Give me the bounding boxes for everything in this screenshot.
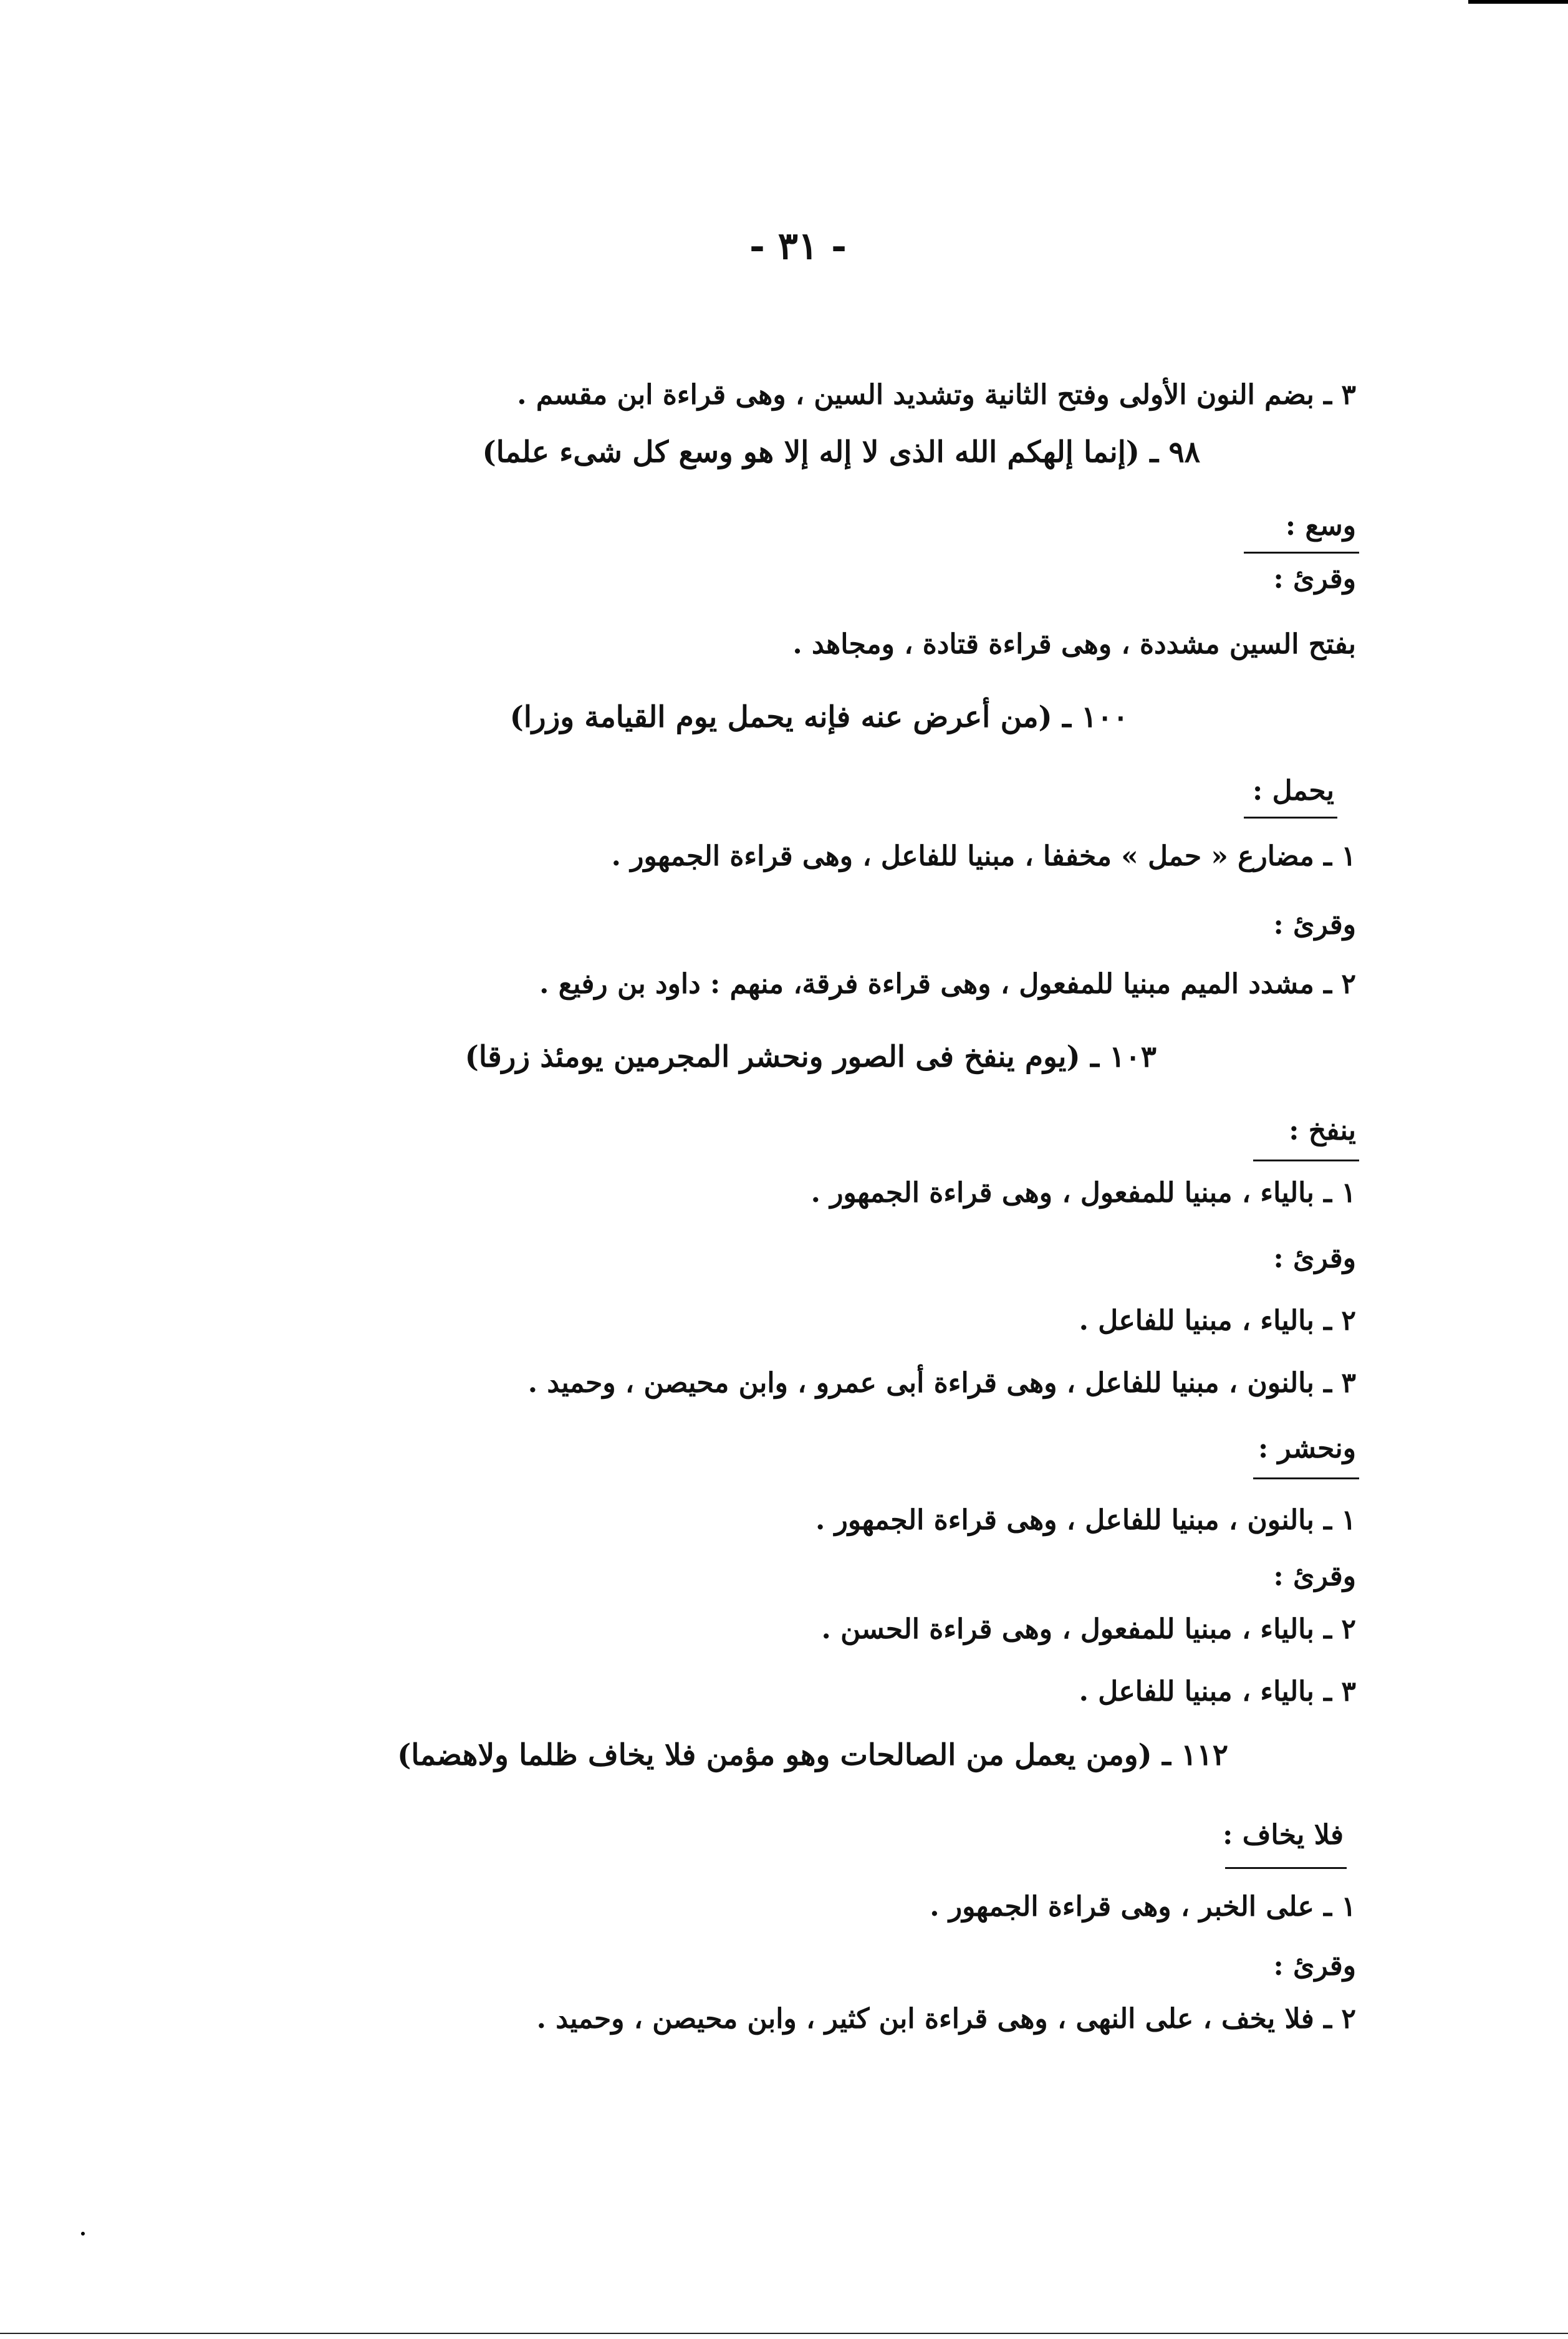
qurie-label: وقرئ : <box>1273 1560 1356 1592</box>
verse-112: ١١٢ ـ (ومن يعمل من الصالحات وهو مؤمن فلا يخاف ظلما ولاهضما) <box>397 1738 1228 1772</box>
heading-nahshur: ونحشر : <box>1258 1433 1356 1464</box>
top-edge-rule <box>1468 0 1568 4</box>
page-number: - ٣١ - <box>749 224 847 268</box>
heading-underline <box>1253 1477 1359 1479</box>
verse-100: ١٠٠ ـ (من أعرض عنه فإنه يحمل يوم القيامة وزرا) <box>509 700 1128 734</box>
qurie-label: وقرئ : <box>1273 909 1356 941</box>
reading-line: ٢ ـ فلا يخف ، على النهى ، وهى قراءة ابن كثير ، وابن محيصن ، وحميد . <box>536 2003 1356 2035</box>
qurie-label: وقرئ : <box>1273 1242 1356 1274</box>
reading-line: ١ ـ بالياء ، مبنيا للمفعول ، وهى قراءة الجمهور . <box>810 1177 1356 1209</box>
heading-yahmil: يحمل : <box>1253 775 1334 807</box>
reading-line: ١ ـ مضارع « حمل » مخففا ، مبنيا للفاعل ، وهى قراءة الجمهور . <box>611 840 1356 872</box>
reading-line: ٣ ـ بضم النون الأولى وفتح الثانية وتشديد السين ، وهى قراءة ابن مقسم . <box>517 379 1356 411</box>
reading-line: ٣ ـ بالياء ، مبنيا للفاعل . <box>1079 1676 1356 1707</box>
heading-underline <box>1244 817 1337 819</box>
reading-line: ١ ـ على الخبر ، وهى قراءة الجمهور . <box>930 1891 1356 1923</box>
qurie-label: وقرئ : <box>1273 1950 1356 1982</box>
reading-line: بفتح السين مشددة ، وهى قراءة قتادة ، ومجاهد . <box>792 628 1356 660</box>
heading-wasia: وسع : <box>1285 510 1356 542</box>
bottom-edge-rule <box>0 2333 1568 2334</box>
verse-103: ١٠٣ ـ (يوم ينفخ فى الصور ونحشر المجرمين يومئذ زرقا) <box>464 1040 1157 1074</box>
verse-98: ٩٨ ـ (إنما إلهكم الله الذى لا إله إلا هو وسع كل شىء علما) <box>482 435 1200 469</box>
heading-underline <box>1244 552 1359 554</box>
qurie-label: وقرئ : <box>1273 563 1356 595</box>
heading-yunfakh: ينفخ : <box>1289 1115 1356 1146</box>
scan-speck <box>81 2232 85 2236</box>
heading-underline <box>1225 1867 1347 1869</box>
heading-underline <box>1253 1160 1359 1161</box>
reading-line: ٢ ـ مشدد الميم مبنيا للمفعول ، وهى قراءة فرقة، منهم : داود بن رفيع . <box>539 968 1356 1000</box>
reading-line: ١ ـ بالنون ، مبنيا للفاعل ، وهى قراءة الجمهور . <box>815 1504 1356 1536</box>
reading-line: ٢ ـ بالياء ، مبنيا للفاعل . <box>1079 1305 1356 1337</box>
reading-line: ٢ ـ بالياء ، مبنيا للمفعول ، وهى قراءة الحسن . <box>821 1613 1356 1645</box>
reading-line: ٣ ـ بالنون ، مبنيا للفاعل ، وهى قراءة أبى عمرو ، وابن محيصن ، وحميد . <box>527 1367 1356 1399</box>
heading-fala-yakhaf: فلا يخاف : <box>1223 1819 1344 1851</box>
